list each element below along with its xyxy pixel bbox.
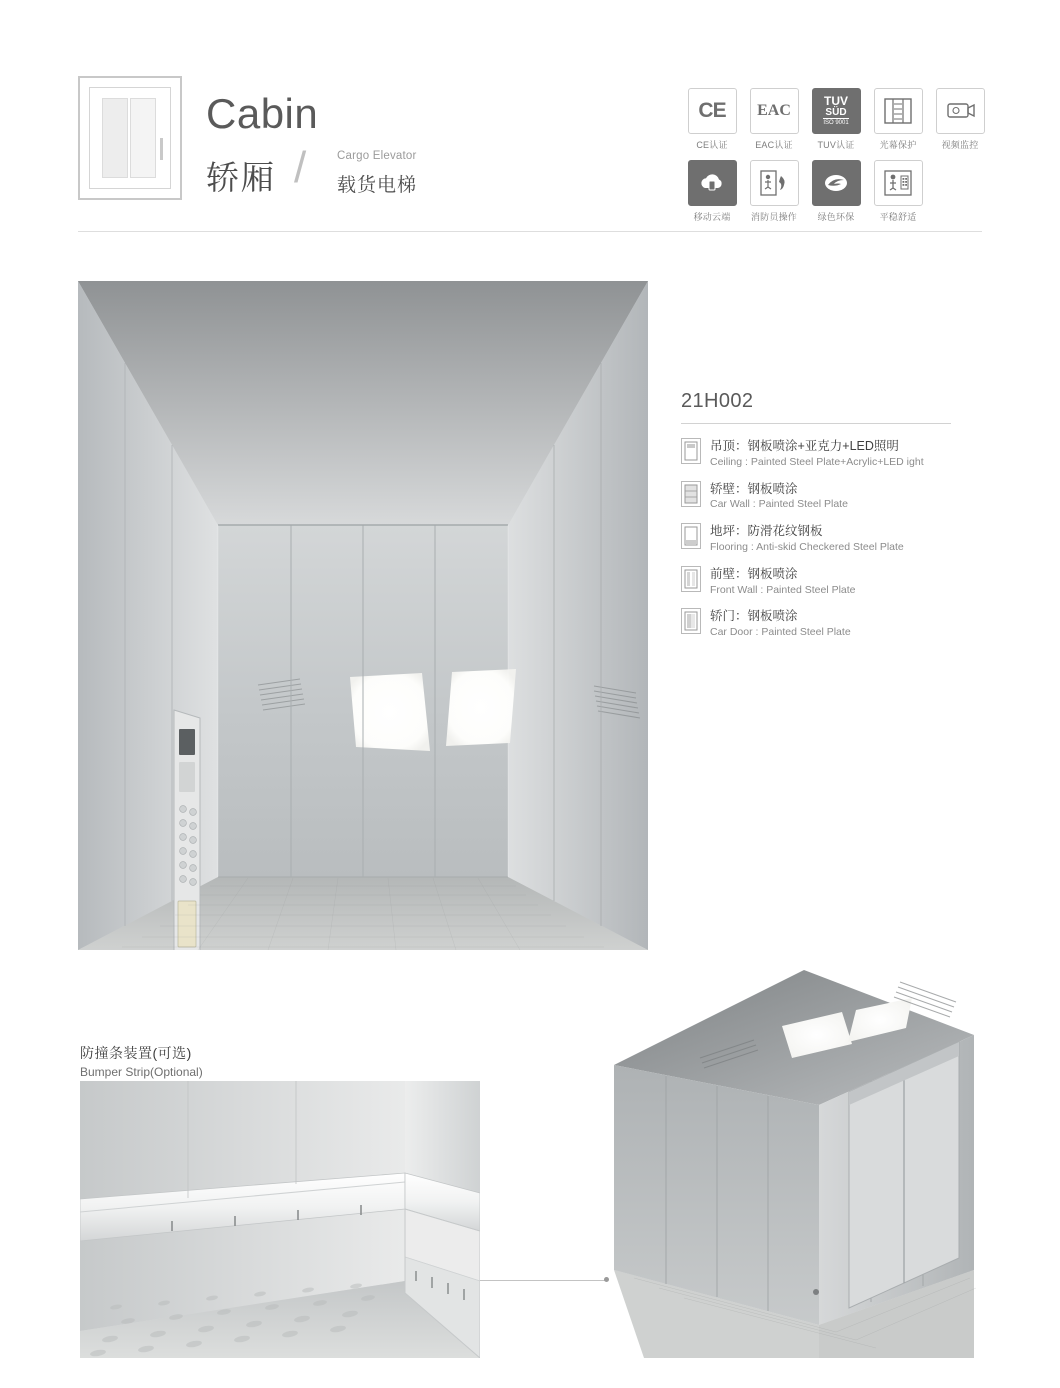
leaf-globe-glyph [819, 168, 853, 198]
bumper-caption-cn: 防撞条装置(可选) [80, 1045, 192, 1061]
certification-badges [686, 88, 986, 232]
page-title-en: Cabin [206, 90, 319, 137]
smooth-comfort-icon [874, 160, 923, 206]
car-wall-icon [681, 481, 701, 507]
bumper-detail-svg [80, 1081, 480, 1358]
spec-item-front-wall [681, 566, 981, 598]
car-operating-panel [174, 710, 200, 950]
spec-item-flooring [681, 523, 981, 555]
certification-row-2 [686, 160, 986, 223]
spec-car-wall-cn: 轿壁：钢板喷涂 [710, 481, 798, 496]
spec-ceiling-en: Ceiling : Painted Steel Plate+Acrylic+LED ight [710, 455, 924, 468]
subtitle-en: Cargo Elevator [337, 150, 417, 162]
bumper-strip-detail-render [80, 1081, 480, 1358]
certification-row-1 [686, 88, 986, 151]
cert-ce-label: CE认证 [696, 140, 728, 150]
logo-handle [160, 138, 163, 160]
bumper-caption-en: Bumper Strip(Optional) [80, 1065, 203, 1079]
cert-smooth-comfort [872, 160, 924, 223]
wall-fixture-dot [813, 1289, 819, 1295]
cert-tuv-label: TUV认证 [817, 140, 855, 150]
ce-mark: CE [698, 99, 726, 122]
title-separator: / [294, 143, 307, 192]
cabin-isometric-svg [604, 940, 984, 1358]
spec-flooring-en: Flooring : Anti-skid Checkered Steel Plate [710, 541, 904, 553]
cloud-glyph [695, 168, 729, 198]
eac-mark: EAC [757, 102, 791, 119]
light-curtain-glyph [881, 96, 915, 126]
ceiling-icon [681, 438, 701, 464]
detail-leader-line [480, 1280, 606, 1281]
cert-fireman-operation-label: 消防员操作 [750, 212, 797, 222]
elevator-cabin-logo [78, 76, 182, 200]
detail-leader-dot [604, 1277, 609, 1282]
ce-icon [688, 88, 737, 134]
front-wall-icon [681, 566, 701, 592]
cert-green-eco [810, 160, 862, 223]
cert-light-curtain [872, 88, 924, 151]
tuv-icon [812, 88, 861, 134]
cabin-isometric-render [604, 940, 984, 1358]
spec-car-wall-en: Car Wall : Painted Steel Plate [710, 498, 848, 511]
cert-ce [686, 88, 738, 151]
person-panel-glyph [881, 168, 915, 198]
cert-video-monitor [934, 88, 986, 151]
cert-smooth-comfort-label: 平稳舒适 [879, 212, 917, 222]
spec-flooring-cn: 地坪：防滑花纹钢板 [710, 524, 823, 539]
flooring-icon [681, 523, 701, 549]
cabin-interior-render [78, 281, 648, 950]
video-monitor-icon [936, 88, 985, 134]
logo-door-left [102, 98, 128, 178]
subtitle-cn: 载货电梯 [337, 175, 418, 196]
cert-eac [748, 88, 800, 151]
cert-mobile-cloud [686, 160, 738, 223]
cabin-interior-svg [78, 281, 648, 950]
spec-item-car-wall [681, 481, 981, 513]
cert-fireman-operation [748, 160, 800, 223]
spec-car-door-cn: 轿门：钢板喷涂 [710, 609, 798, 624]
logo-door-right [130, 98, 156, 178]
spec-car-door-en: Car Door : Painted Steel Plate [710, 626, 851, 639]
spec-item-ceiling [681, 438, 981, 470]
cert-mobile-cloud-label: 移动云端 [693, 212, 731, 222]
cert-video-monitor-label: 视频监控 [941, 140, 979, 150]
spec-item-car-door [681, 608, 981, 640]
light-curtain-icon [874, 88, 923, 134]
fireman-operation-icon [750, 160, 799, 206]
model-code: 21H002 [681, 390, 754, 412]
eac-icon [750, 88, 799, 134]
fireman-glyph [757, 168, 791, 198]
spec-divider [681, 423, 951, 424]
tuv-mark2: SÜD [825, 106, 847, 118]
mobile-cloud-icon [688, 160, 737, 206]
camera-glyph [943, 96, 977, 126]
cert-eac-label: EAC认证 [755, 140, 793, 150]
page-title-cn: 轿厢 [206, 159, 276, 196]
car-door-icon [681, 608, 701, 634]
spec-front-wall-cn: 前壁：钢板喷涂 [710, 566, 798, 581]
tuv-mark3: ISO 9001 [823, 120, 849, 127]
page-header [0, 0, 1060, 240]
green-eco-icon [812, 160, 861, 206]
spec-front-wall-en: Front Wall : Painted Steel Plate [710, 583, 856, 596]
tuv-mark: TUV [823, 94, 848, 109]
cert-green-eco-label: 绿色环保 [817, 212, 855, 222]
spec-panel [681, 390, 981, 651]
cert-tuv [810, 88, 862, 151]
spec-ceiling-cn: 吊顶：钢板喷涂+亚克力+LED照明 [710, 439, 899, 453]
cert-light-curtain-label: 光幕保护 [879, 140, 917, 150]
bumper-caption [80, 1043, 203, 1079]
